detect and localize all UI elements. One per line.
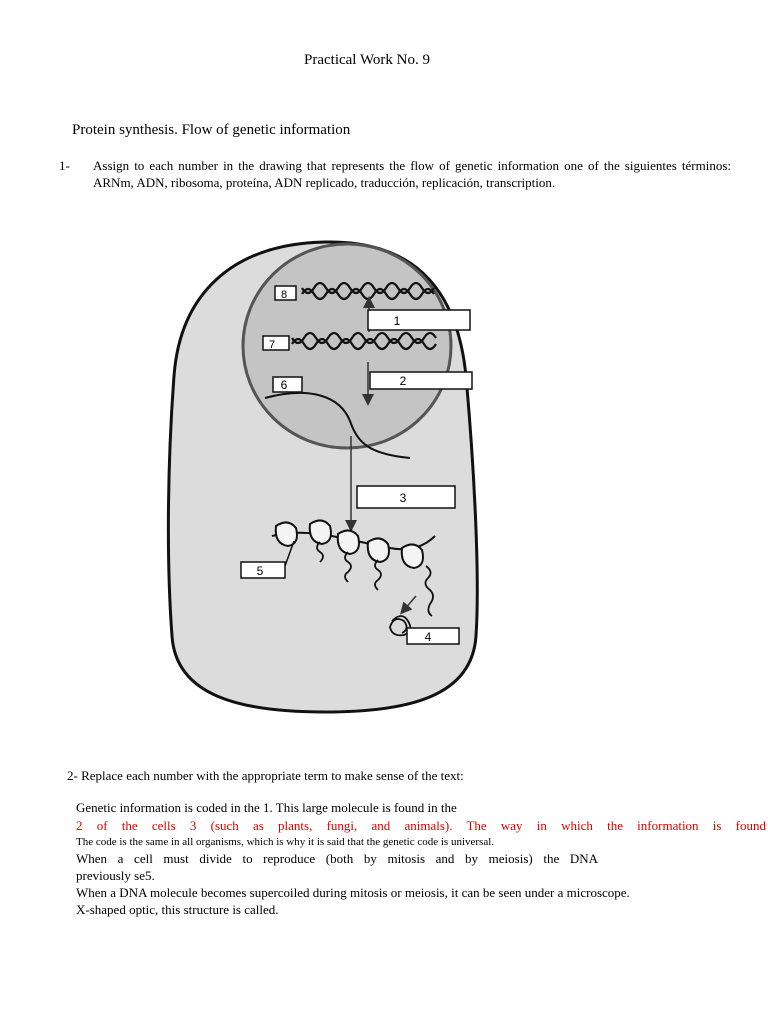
page-title: Practical Work No. 9 — [304, 52, 430, 68]
paragraph-line-7: X-shaped optic, this structure is called. — [76, 902, 279, 917]
paragraph-line-4: When a cell must divide to reproduce (both by mitosis and by meiosis) the DNA — [76, 851, 598, 866]
label-box-8 — [275, 286, 296, 301]
label-box-2 — [370, 372, 472, 389]
svg-text:4: 4 — [424, 630, 432, 644]
question-1-number: 1- — [59, 158, 70, 173]
svg-text:7: 7 — [268, 339, 276, 351]
label-box-1 — [368, 310, 470, 330]
svg-text:3: 3 — [399, 491, 407, 505]
label-box-7 — [263, 336, 289, 351]
question-1-text: Assign to each number in the drawing that represents the flow of genetic information one of the siguientes términos: ARNm, ADN, ribosoma, proteína, ADN replicado, traducción, replicación, transcription. — [93, 158, 731, 190]
paragraph-line-5: previously se5. — [76, 868, 155, 883]
svg-text:6: 6 — [280, 378, 288, 392]
paragraph-line-3: The code is the same in all organisms, which is why it is said that the genetic code is universal. — [76, 836, 495, 848]
question-2-prompt: 2- Replace each number with the appropriate term to make sense of the text: — [67, 768, 464, 783]
label-box-3 — [357, 486, 455, 508]
svg-text:8: 8 — [280, 289, 288, 301]
genetic-flow-diagram — [160, 236, 490, 716]
paragraph-line-2-highlighted: 2 of the cells 3 (such as plants, fungi, and animals). The way in which the information is found — [76, 818, 766, 833]
paragraph-line-6: When a DNA molecule becomes supercoiled during mitosis or meiosis, it can be seen under a microscope. — [76, 885, 630, 900]
section-title: Protein synthesis. Flow of genetic information — [72, 122, 351, 138]
svg-text:5: 5 — [256, 564, 264, 578]
question-1 — [59, 157, 731, 191]
svg-text:1: 1 — [393, 314, 401, 328]
svg-text:2: 2 — [399, 374, 407, 388]
paragraph-line-1: Genetic information is coded in the 1. This large molecule is found in the — [76, 800, 457, 815]
label-box-6 — [273, 377, 302, 392]
label-box-4 — [407, 628, 459, 644]
